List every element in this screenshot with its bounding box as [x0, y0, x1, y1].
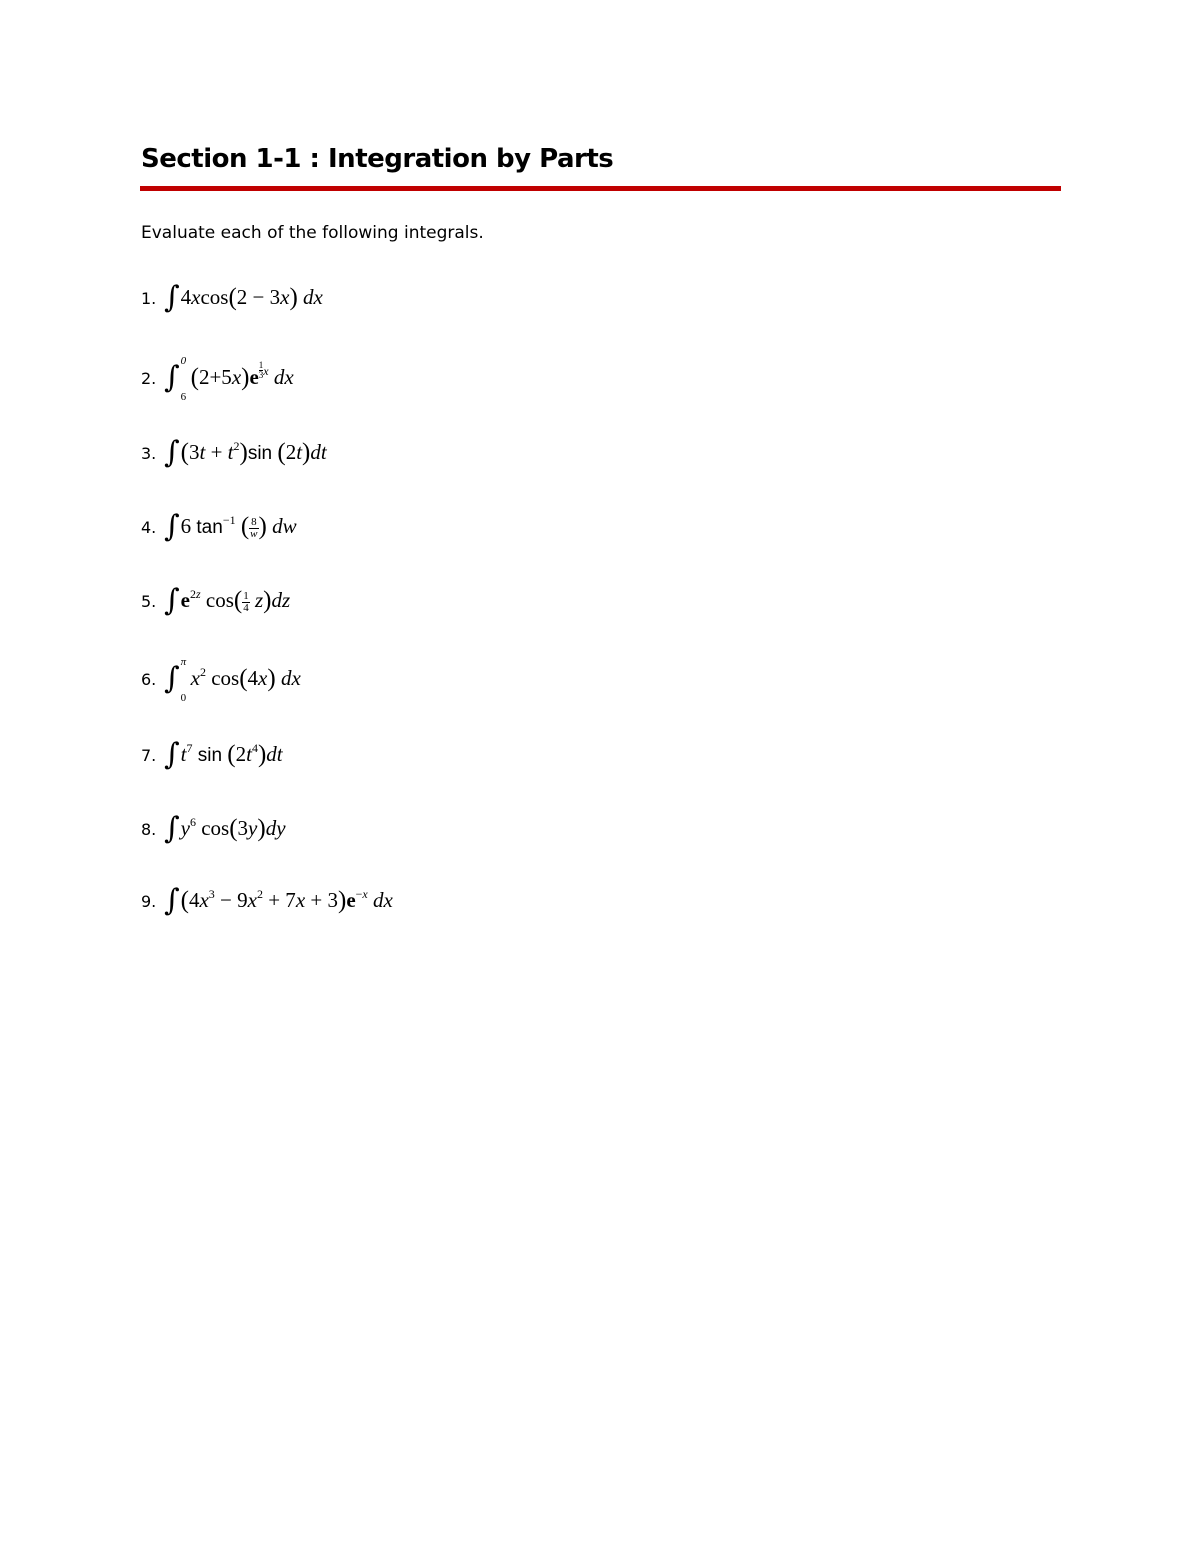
problem-number: 8. — [141, 820, 157, 839]
problem-expression: ∫4xcos(2 − 3x) dx — [164, 280, 323, 315]
problem-expression: ∫6 $\tan^{-1}$ ( $\frac{8}{w}$ ) dw — [164, 509, 297, 544]
problem-9 — [141, 880, 741, 920]
problem-number: 3. — [141, 444, 157, 463]
problem-number: 5. — [141, 592, 157, 611]
problem-8 — [141, 808, 741, 848]
problem-expression: $\int y^6$ cos(3y)dy — [164, 811, 286, 846]
problem-number: 6. — [141, 670, 157, 689]
problem-5 — [141, 580, 741, 620]
problem-6 — [141, 656, 741, 705]
problem-7 — [141, 734, 741, 774]
problem-1 — [141, 277, 741, 317]
problem-expression: ∫ π 0 $x^2$ cos(4x) dx — [164, 656, 301, 705]
problem-number: 1. — [141, 289, 157, 308]
problem-2 — [141, 355, 741, 404]
problem-4 — [141, 506, 741, 546]
problem-expression: $\int(3t + t^2)\sin$ (2t)dt — [164, 435, 327, 470]
problem-number: 7. — [141, 746, 157, 765]
problem-number: 2. — [141, 369, 157, 388]
problem-number: 4. — [141, 518, 157, 537]
problem-expression: $\int e^{2z}$ cos( $\frac{1}{4}$ z)dz — [164, 583, 291, 618]
problem-expression: $\int t^7$ $\sin (2t^4)dt$ — [164, 737, 283, 772]
problem-3 — [141, 432, 741, 472]
title-underline — [140, 186, 1061, 191]
instructions: Evaluate each of the following integrals. — [141, 223, 484, 243]
page-title: Section 1-1 : Integration by Parts — [141, 144, 614, 174]
problem-number: 9. — [141, 892, 157, 911]
problem-expression: ∫ 0 6 (2+5x)e $\frac{1}{3}$ $^x$ dx — [164, 355, 294, 404]
problem-expression: $\int(4x^3 - 9x^2 + 7x + 3)e^{-x}$ dx — [164, 883, 393, 918]
